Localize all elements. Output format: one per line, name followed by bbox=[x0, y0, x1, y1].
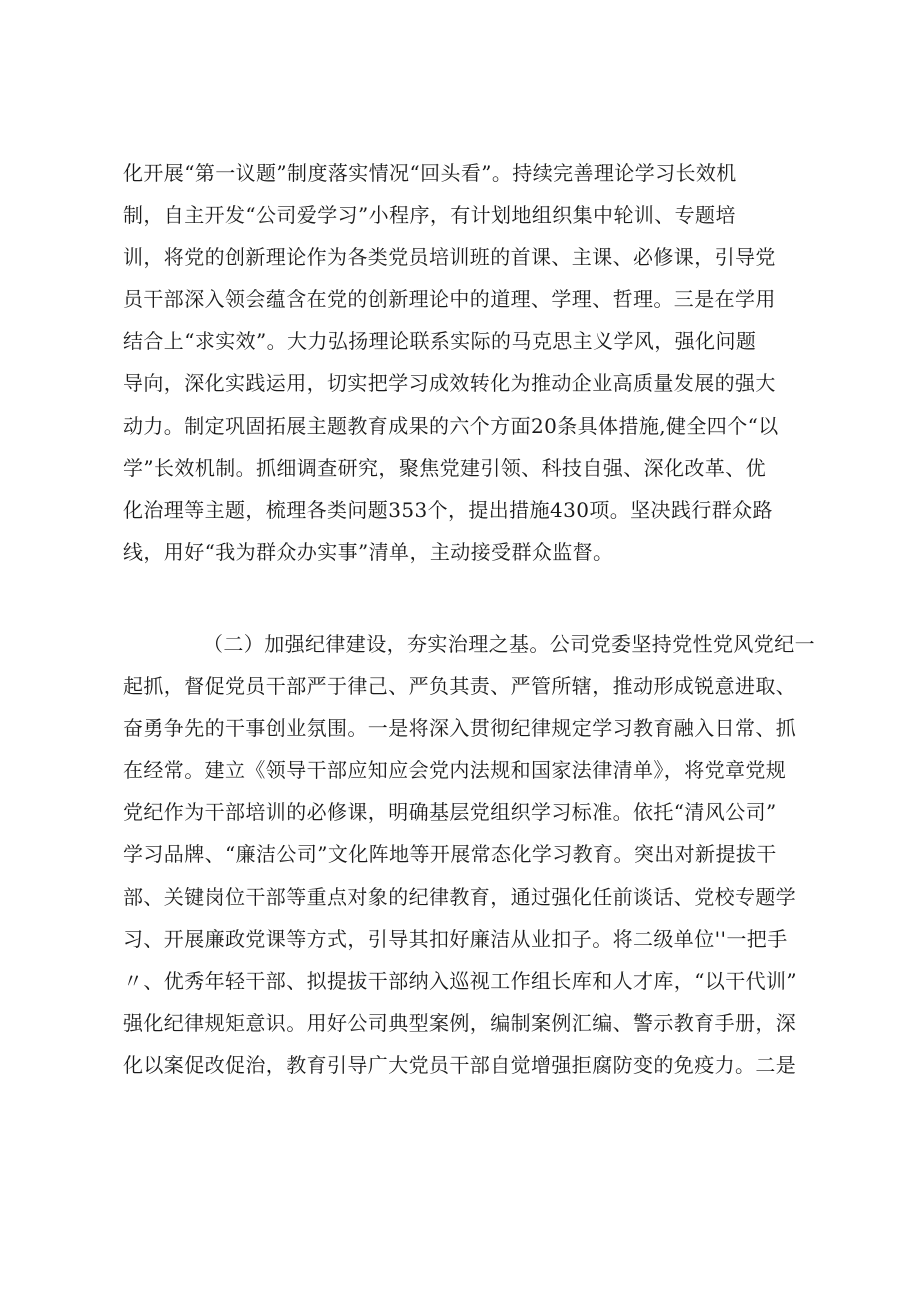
text-line: 制，自主开发“公司爱学习”小程序，有计划地组织集中轮训、专题培 bbox=[123, 203, 736, 228]
text-line: （二）加强纪律建设，夯实治理之基。公司党委坚持党性党风党纪一 bbox=[203, 632, 815, 656]
text-line: 员干部深入领会蕴含在党的创新理论中的道理、学理、哲理。三是在学用 bbox=[123, 287, 776, 312]
text-line: 化以案促改促治，教育引导广大党员干部自觉增强拒腐防变的免疫力。二是 bbox=[123, 1052, 797, 1077]
text-line: 在经常。建立《领导干部应知应会党内法规和国家法律清单》，将党章党规 bbox=[123, 758, 787, 783]
text-line: 导向，深化实践运用，切实把学习成效转化为推动企业高质量发展的强大 bbox=[123, 371, 776, 396]
text-line: 化治理等主题，梳理各类问题353个，提出措施430项。坚决践行群众路 bbox=[123, 497, 773, 522]
paragraph-1 bbox=[123, 152, 803, 573]
text-line: 党纪作为干部培训的必修课，明确基层党组织学习标准。依托“清风公司” bbox=[123, 800, 777, 825]
text-line: 学习品牌、“廉洁公司”文化阵地等开展常态化学习教育。突出对新提拔干 bbox=[123, 842, 777, 867]
text-line: 动力。制定巩固拓展主题教育成果的六个方面20条具体措施,健全四个“以 bbox=[123, 413, 779, 438]
text-line: 化开展“第一议题”制度落实情况“回头看”。持续完善理论学习长效机 bbox=[123, 161, 737, 185]
text-line: 线，用好“我为群众办实事”清单，主动接受群众监督。 bbox=[123, 539, 614, 564]
text-line: 奋勇争先的干事创业氛围。一是将深入贯彻纪律规定学习教育融入日常、抓 bbox=[123, 716, 797, 741]
text-line: 习、开展廉政党课等方式，引导其扣好廉洁从业扣子。将二级单位''一把手 bbox=[123, 926, 788, 951]
text-line: 强化纪律规矩意识。用好公司典型案例，编制案例汇编、警示教育手册，深 bbox=[123, 1010, 797, 1035]
text-line: 学”长效机制。抓细调查研究，聚焦党建引领、科技自强、深化改革、优 bbox=[123, 455, 767, 480]
text-line: 〃、优秀年轻干部、拟提拔干部纳入巡视工作组长库和人才库，“以干代训” bbox=[123, 968, 798, 993]
text-line: 部、关键岗位干部等重点对象的纪律教育，通过强化任前谈话、党校专题学 bbox=[123, 884, 797, 909]
text-line: 起抓，督促党员干部严于律己、严负其责、严管所辖，推动形成锐意进取、 bbox=[123, 674, 797, 699]
paragraph-2 bbox=[123, 623, 815, 1086]
text-line: 结合上“求实效”。大力弘扬理论联系实际的马克思主义学风，强化问题 bbox=[123, 329, 757, 354]
text-line: 训，将党的创新理论作为各类党员培训班的首课、主课、必修课，引导党 bbox=[123, 245, 776, 270]
